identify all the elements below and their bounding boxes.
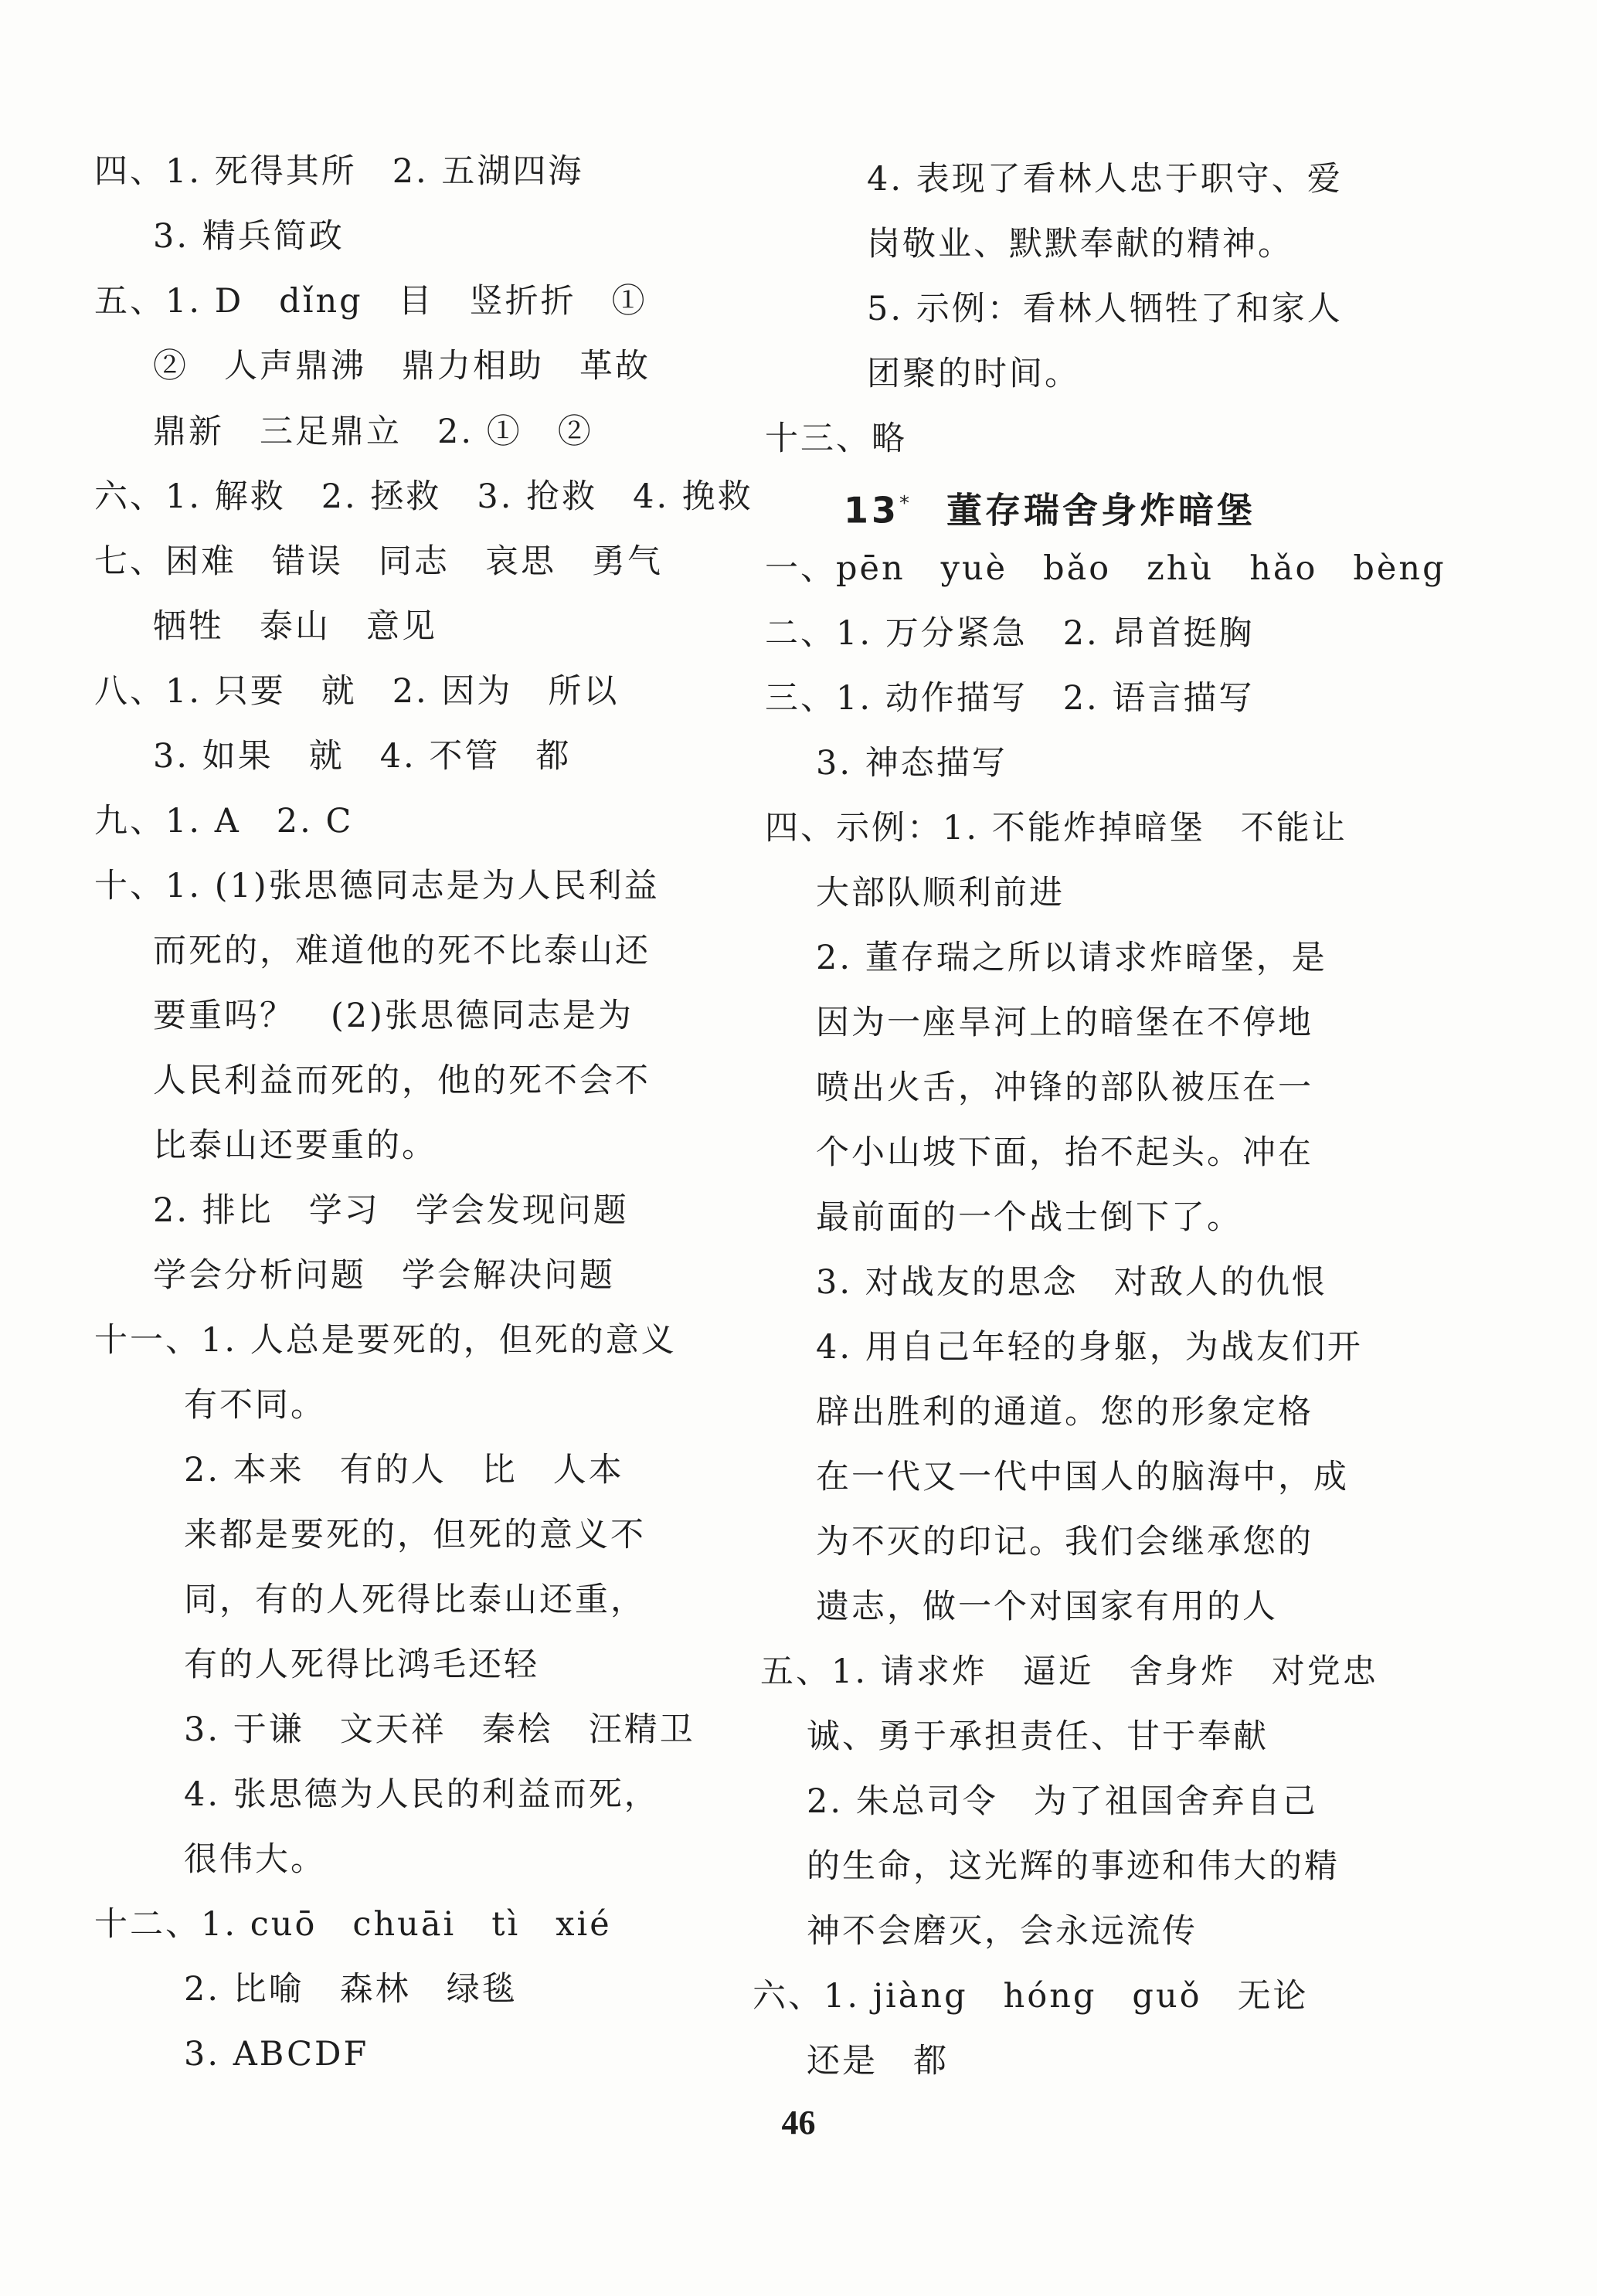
answer-line: 要重吗？ (2)张思德同志是为 [153,997,634,1035]
answer-line: 十一、1. 人总是要死的，但死的意义 [94,1321,677,1360]
answer-line: 十二、1. cuō chuāi tì xié [94,1905,612,1944]
answer-line: 4. 张思德为人民的利益而死， [184,1775,660,1814]
answer-line: 六、1. jiàng hóng guǒ 无论 [753,1977,1309,2016]
answer-line: 因为一座旱河上的暗堡在不停地 [816,1004,1313,1042]
answer-line: 七、困难 错误 同志 哀思 勇气 [94,542,663,581]
answer-line: 十、1. (1)张思德同志是为人民利益 [94,867,660,905]
answer-line: 2. 排比 学习 学会发现问题 [153,1191,629,1230]
answer-line: 六、1. 解救 2. 拯救 3. 抢救 4. 挽救 [94,477,753,516]
answer-line: 最前面的一个战士倒下了。 [816,1198,1242,1237]
answer-line: 五、1. 请求炸 逼近 舍身炸 对党忠 [760,1652,1378,1691]
answer-line: 4. 用自己年轻的身躯，为战友们开 [816,1328,1363,1367]
answer-line: 有不同。 [184,1386,326,1425]
answer-line: 诚、勇于承担责任、甘于奉献 [807,1717,1269,1756]
answer-line: 四、示例：1. 不能炸掉暗堡 不能让 [765,809,1347,847]
answer-line: 一、pēn yuè bǎo zhù hǎo bèng [765,549,1446,588]
answer-line: 岗敬业、默默奉献的精神。 [867,225,1293,263]
lesson-title: 董存瑞舍身炸暗堡 [946,489,1256,532]
answer-line: 遗志，做一个对国家有用的人 [816,1588,1278,1626]
answer-line: 十三、略 [765,419,907,458]
answer-line: 的生命，这光辉的事迹和伟大的精 [807,1847,1340,1886]
answer-line: ② 人声鼎沸 鼎力相助 革故 [153,347,651,385]
answer-line: 人民利益而死的，他的死不会不 [153,1061,651,1100]
answer-line: 5. 示例：看林人牺牲了和家人 [867,290,1343,328]
answer-line: 3. 于谦 文天祥 秦桧 汪精卫 [184,1710,695,1749]
answer-line: 喷出火舌，冲锋的部队被压在一 [816,1068,1313,1107]
lesson-mark: * [899,492,913,515]
answer-line: 2. 董存瑞之所以请求炸暗堡，是 [816,939,1327,977]
answer-line: 神不会磨灭，会永远流传 [807,1912,1198,1951]
answer-line: 3. 神态描写 [816,744,1007,783]
answer-line: 个小山坡下面，抬不起头。冲在 [816,1133,1313,1172]
answer-line: 辟出胜利的通道。您的形象定格 [816,1393,1313,1432]
answer-line: 在一代又一代中国人的脑海中，成 [816,1458,1349,1496]
answer-line: 八、1. 只要 就 2. 因为 所以 [94,672,620,711]
answer-line: 而死的，难道他的死不比泰山还 [153,932,651,970]
answer-line: 3. 对战友的思念 对敌人的仇恨 [816,1263,1327,1302]
answer-line: 三、1. 动作描写 2. 语言描写 [765,679,1255,718]
answer-line: 二、1. 万分紧急 2. 昂首挺胸 [765,614,1255,653]
answer-line: 为不灭的印记。我们会继承您的 [816,1523,1313,1561]
answer-line: 学会分析问题 学会解决问题 [153,1256,615,1295]
answer-line: 五、1. D dǐng 目 竖折折 ① [94,282,647,321]
answer-line: 还是 都 [807,2042,949,2080]
answer-line: 3. ABCDF [184,2035,369,2074]
lesson-number: 13 [844,489,900,532]
answer-line: 牺牲 泰山 意见 [153,607,437,646]
answer-line: 4. 表现了看林人忠于职守、爱 [867,160,1343,199]
answer-line: 有的人死得比鸿毛还轻 [184,1646,539,1684]
lesson-heading [844,481,1256,532]
answer-line: 鼎新 三足鼎立 2. ① ② [153,413,593,451]
answer-line: 四、1. 死得其所 2. 五湖四海 [94,152,584,191]
answer-line: 很伟大。 [184,1840,326,1879]
answer-line: 2. 朱总司令 为了祖国舍弃自己 [807,1782,1318,1821]
page-number: 46 [781,2104,816,2141]
answer-line: 来都是要死的，但死的意义不 [184,1516,646,1554]
answer-line: 3. 如果 就 4. 不管 都 [153,737,572,776]
answer-line: 大部队顺利前进 [816,874,1065,912]
answer-line: 2. 比喻 森林 绿毯 [184,1970,518,2009]
answer-line: 3. 精兵简政 [153,217,345,256]
answer-line: 比泰山还要重的。 [153,1126,437,1165]
answer-line: 同，有的人死得比泰山还重， [184,1581,646,1619]
answer-line: 九、1. A 2. C [94,802,354,841]
answer-line: 团聚的时间。 [867,355,1080,393]
answer-line: 2. 本来 有的人 比 人本 [184,1451,624,1489]
